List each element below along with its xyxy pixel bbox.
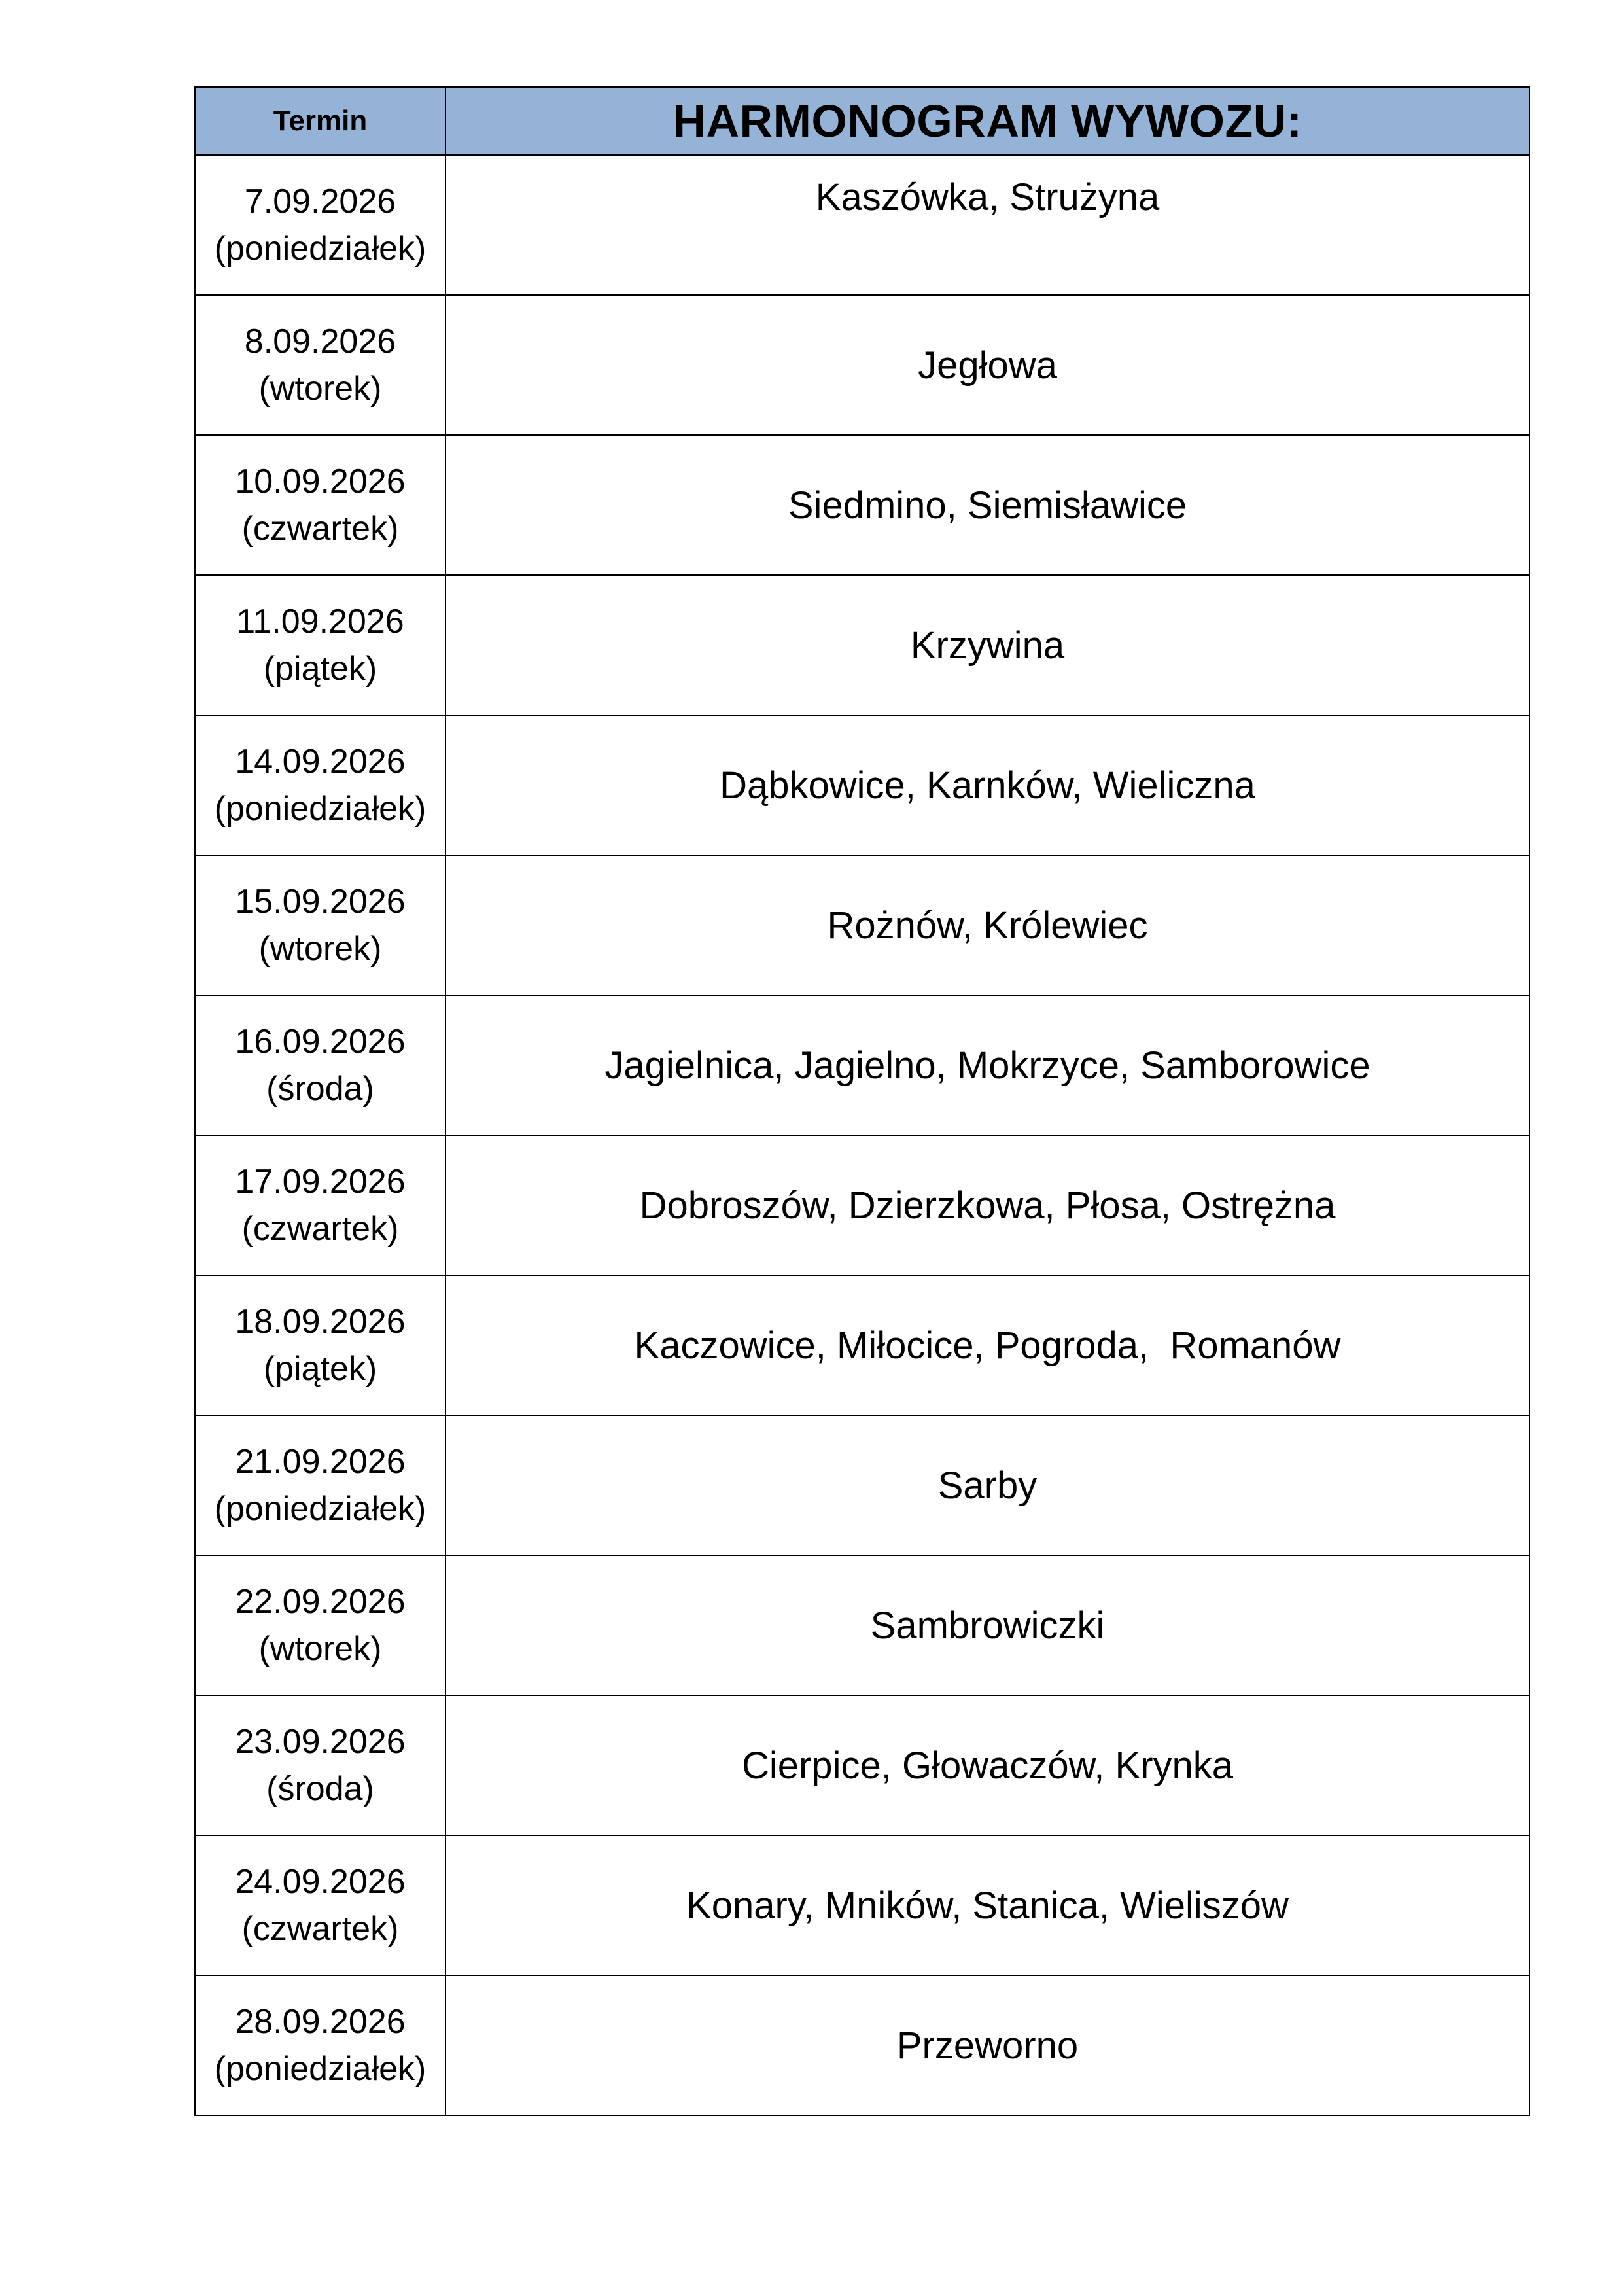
weekday-text: (wtorek) [258,370,382,408]
date-column-header: Termin [195,87,445,155]
date-cell [195,1135,445,1275]
date-text: 18.09.2026 [235,1303,406,1341]
places-cell: Sarby [445,1415,1529,1555]
date-text: 23.09.2026 [235,1723,406,1761]
weekday-text: (czwartek) [241,1210,399,1248]
places-cell: Kaszówka, Strużyna [445,155,1529,295]
collection-schedule-table [194,86,1530,2116]
weekday-text: (wtorek) [258,930,382,968]
weekday-text: (środa) [266,1770,374,1808]
table-row [195,1415,1529,1555]
date-text: 16.09.2026 [235,1023,406,1061]
places-cell: Konary, Mników, Stanica, Wieliszów [445,1835,1529,1975]
weekday-text: (czwartek) [241,1910,399,1948]
date-text: 28.09.2026 [235,2003,406,2041]
date-cell [195,855,445,995]
date-cell [195,155,445,295]
date-cell [195,1975,445,2115]
date-cell [195,1555,445,1695]
weekday-text: (piątek) [263,650,377,688]
table-header-row [195,87,1529,155]
table-row [195,435,1529,575]
table-row [195,715,1529,855]
table-row [195,1695,1529,1835]
table-row [195,155,1529,295]
table-row [195,855,1529,995]
date-text: 22.09.2026 [235,1583,406,1621]
date-cell [195,715,445,855]
places-cell: Kaczowice, Miłocice, Pogroda, Romanów [445,1275,1529,1415]
date-cell [195,575,445,715]
places-cell: Dąbkowice, Karnków, Wieliczna [445,715,1529,855]
places-cell: Siedmino, Siemisławice [445,435,1529,575]
date-cell [195,295,445,435]
weekday-text: (poniedziałek) [214,790,427,828]
table-row [195,1275,1529,1415]
table-row [195,1555,1529,1695]
weekday-text: (czwartek) [241,510,399,548]
weekday-text: (poniedziałek) [214,1490,427,1528]
date-cell [195,1695,445,1835]
weekday-text: (środa) [266,1070,374,1108]
date-cell [195,435,445,575]
places-cell: Krzywina [445,575,1529,715]
places-cell: Jagielnica, Jagielno, Mokrzyce, Samborowice [445,995,1529,1135]
date-text: 15.09.2026 [235,883,406,921]
date-text: 21.09.2026 [235,1443,406,1481]
schedule-title: HARMONOGRAM WYWOZU: [445,87,1529,155]
date-text: 10.09.2026 [235,463,406,501]
table-row [195,1135,1529,1275]
date-text: 17.09.2026 [235,1163,406,1201]
weekday-text: (wtorek) [258,1630,382,1668]
date-text: 7.09.2026 [244,183,396,221]
places-cell: Sambrowiczki [445,1555,1529,1695]
date-cell [195,1835,445,1975]
places-cell: Cierpice, Głowaczów, Krynka [445,1695,1529,1835]
table-row [195,1835,1529,1975]
places-cell: Rożnów, Królewiec [445,855,1529,995]
table-row [195,575,1529,715]
date-cell [195,1275,445,1415]
table-row [195,295,1529,435]
date-text: 8.09.2026 [244,323,396,361]
weekday-text: (poniedziałek) [214,2050,427,2088]
places-cell: Jegłowa [445,295,1529,435]
date-text: 14.09.2026 [235,743,406,781]
table-row [195,1975,1529,2115]
places-cell: Dobroszów, Dzierzkowa, Płosa, Ostrężna [445,1135,1529,1275]
date-text: 11.09.2026 [236,603,404,641]
places-cell: Przeworno [445,1975,1529,2115]
table-row [195,995,1529,1135]
date-text: 24.09.2026 [235,1863,406,1901]
date-cell [195,1415,445,1555]
date-cell [195,995,445,1135]
weekday-text: (piątek) [263,1350,377,1388]
weekday-text: (poniedziałek) [214,230,427,268]
